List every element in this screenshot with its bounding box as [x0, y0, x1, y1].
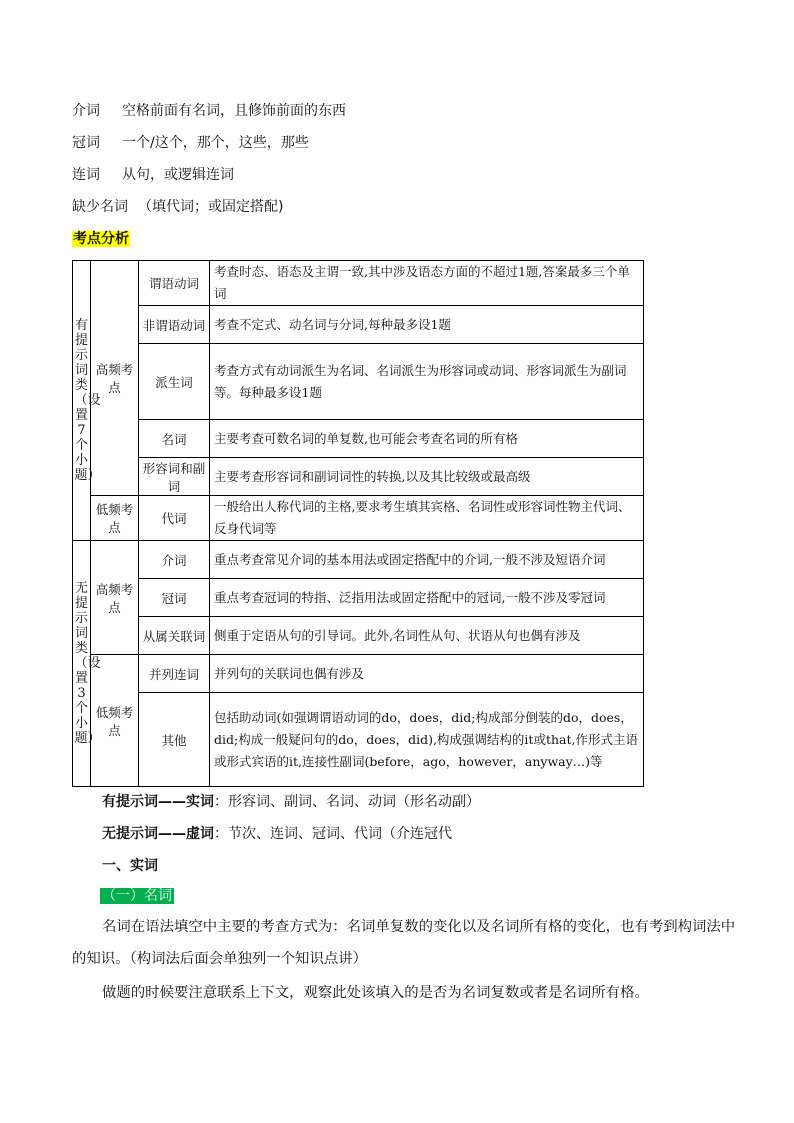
intro-line-article [72, 134, 309, 152]
summary-label: 有提示词——实词 [102, 794, 214, 810]
intro-desc: 空格前面有名词，且修饰前面的东西 [122, 103, 346, 119]
item-desc: 重点考查冠词的特指、泛指用法或固定搭配中的冠词,一般不涉及零冠词 [210, 579, 644, 617]
intro-line-noun [72, 198, 283, 216]
item-desc: 包括助动词(如强调谓语动词的do，does，did;构成部分倒装的do，does，did;构成一般疑问句的do，does，did),构成强调结构的it或that,作形式主语或形式宾语的it,连接性副词(before，ago，however，anyway…)等 [210, 693, 644, 787]
intro-term: 连词 [72, 167, 100, 183]
item-desc: 重点考查常见介词的基本用法或固定搭配中的介词,一般不涉及短语介词 [210, 541, 644, 579]
group-label-with-hint: 有提示词类（设置7个小题） [73, 261, 91, 541]
freq-label: 高频考点 [91, 261, 139, 496]
paragraph-2: 做题的时候要注意联系上下文，观察此处该填入的是否为名词复数或者是名词所有格。 [102, 985, 649, 1001]
item-desc: 主要考查形容词和副词词性的转换,以及其比较级或最高级 [210, 458, 644, 496]
item-label: 派生词 [139, 344, 210, 420]
intro-line-conj [72, 166, 234, 184]
intro-line-prep [72, 102, 346, 120]
summary-text: ：节次、连词、冠词、代词（介连冠代 [214, 826, 452, 842]
item-desc: 考查时态、语态及主谓一致,其中涉及语态方面的不超过1题,答案最多三个单词 [210, 261, 644, 306]
table-row [73, 420, 644, 458]
paragraph-1-line-1: 名词在语法填空中主要的考查方式为：名词单复数的变化以及名词所有格的变化，也有考到构词法中 [102, 919, 736, 935]
table-row [73, 655, 644, 693]
freq-label: 高频考点 [91, 541, 139, 655]
subheading-line [100, 887, 174, 905]
grammar-analysis-table [72, 260, 644, 787]
item-desc: 考查方式有动词派生为名词、名词派生为形容词或动词、形容词派生为副词等。每种最多设1题 [210, 344, 644, 420]
item-label: 从属关联词 [139, 617, 210, 655]
intro-term: 冠词 [72, 135, 100, 151]
table-row [73, 344, 644, 420]
table-row [73, 541, 644, 579]
intro-term: 缺少名词 [72, 199, 128, 215]
item-label: 谓语动词 [139, 261, 210, 306]
item-desc: 一般给出人称代词的主格,要求考生填其宾格、名词性或形容词性物主代词、反身代词等 [210, 496, 644, 541]
item-label: 冠词 [139, 579, 210, 617]
item-label: 形容词和副词 [139, 458, 210, 496]
table-row [73, 617, 644, 655]
table-row [73, 261, 644, 306]
item-label: 介词 [139, 541, 210, 579]
item-label: 并列连词 [139, 655, 210, 693]
item-desc: 并列句的关联词也偶有涉及 [210, 655, 644, 693]
freq-label: 低频考点 [91, 496, 139, 541]
summary-line-content-words [102, 793, 480, 811]
summary-label: 无提示词——虚词 [102, 826, 214, 842]
intro-term: 介词 [72, 103, 100, 119]
item-label: 非谓语动词 [139, 306, 210, 344]
summary-line-function-words [102, 825, 452, 843]
intro-desc: （填代词；或固定搭配) [138, 199, 284, 215]
table-row [73, 693, 644, 787]
paragraph-1-line-2: 的知识。（构词法后面会单独列一个知识点讲） [72, 951, 368, 967]
subheading-noun: （一）名词 [102, 888, 172, 904]
item-desc: 主要考查可数名词的单复数,也可能会考查名词的所有格 [210, 420, 644, 458]
table-row [73, 306, 644, 344]
freq-label: 低频考点 [91, 655, 139, 787]
item-desc: 考查不定式、动名词与分词,每种最多设1题 [210, 306, 644, 344]
intro-desc: 一个/这个，那个，这些，那些 [122, 135, 309, 151]
table-row [73, 458, 644, 496]
group-label-no-hint: 无提示词类（设置3个小题） [73, 541, 91, 787]
summary-text: ：形容词、副词、名词、动词（形名动副） [214, 794, 480, 810]
item-label: 名词 [139, 420, 210, 458]
table-row [73, 496, 644, 541]
section-heading: 一、实词 [102, 858, 158, 874]
section-tag: 考点分析 [73, 231, 129, 247]
item-label: 其他 [139, 693, 210, 787]
table-row [73, 579, 644, 617]
intro-desc: 从句，或逻辑连词 [122, 167, 234, 183]
section-tag-line [72, 230, 130, 248]
item-label: 代词 [139, 496, 210, 541]
item-desc: 侧重于定语从句的引导词。此外,名词性从句、状语从句也偶有涉及 [210, 617, 644, 655]
